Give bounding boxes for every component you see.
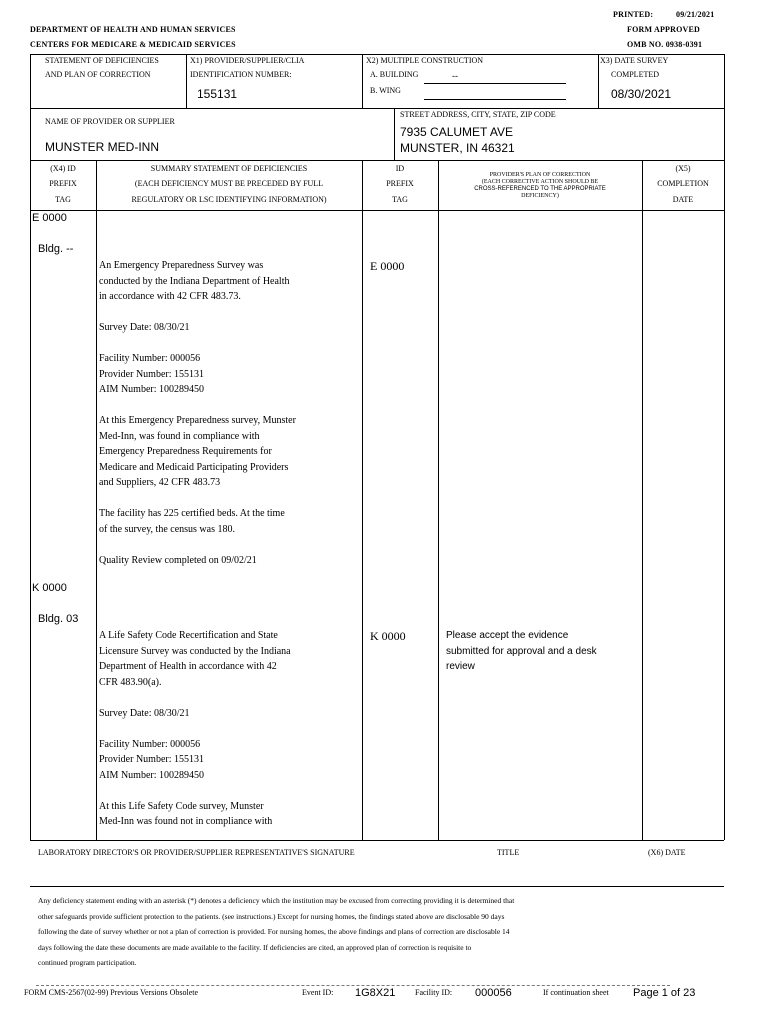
x4-header-3: TAG <box>55 195 71 204</box>
finding-2-para-2: Survey Date: 08/30/21 <box>99 707 190 719</box>
x6-date-label: (X6) DATE <box>648 848 686 857</box>
director-signature-label: LABORATORY DIRECTOR'S OR PROVIDER/SUPPLIER REPRESENTATIVE'S SIGNATURE <box>38 848 355 857</box>
title-label: TITLE <box>497 848 520 857</box>
x1-label-2: IDENTIFICATION NUMBER: <box>190 70 292 79</box>
provider-name-label: NAME OF PROVIDER OR SUPPLIER <box>45 117 175 126</box>
x1-label-1: X1) PROVIDER/SUPPLIER/CLIA <box>190 56 305 65</box>
wing-label: B. WING <box>370 86 401 95</box>
x3-label-2: COMPLETED <box>611 70 659 79</box>
building-value: -- <box>452 71 458 81</box>
finding-1-text <box>99 258 357 584</box>
statement-label-2: AND PLAN OF CORRECTION <box>45 70 151 79</box>
plan-header-4: DEFICIENCY) <box>521 193 559 199</box>
finding-1-para-4: At this Emergency Preparedness survey, Munster Med-Inn, was found in compliance with Emergency Preparedness Requirements for Medicare and Medicaid Participating Providers and Suppliers, 42 CFR 483.73 <box>99 415 296 488</box>
footnote: Any deficiency statement ending with an asterisk (*) denotes a deficiency which the institution may be excused from correcting providing it is determined that other safeguards provide sufficient protection to the patients. (see instructions.) Except for nursing homes, the findings stated above are disclosable 90 days following the date of survey whether or not a plan of correction is provided. For nursing homes, the above findings and plans of correction are disclosable 14 days following the date these documents are made available to the facility. If deficiencies are cited, an approved plan of correction is requisite to continued program participation. <box>38 896 515 967</box>
x4-header-2: PREFIX <box>49 179 77 188</box>
id-header-3: TAG <box>392 195 408 204</box>
finding-2-para-1: A Life Safety Code Recertification and State Licensure Survey was conducted by the Indiana Department of Health in accordance with 42 CFR 483.90(a). <box>99 630 291 688</box>
survey-completed-date: 08/30/2021 <box>611 87 672 101</box>
event-id-label: Event ID: <box>302 988 334 997</box>
finding-1-prefix-tag: E 0000 <box>32 212 67 224</box>
address-label: STREET ADDRESS, CITY, STATE, ZIP CODE <box>400 110 556 119</box>
finding-1-bldg: Bldg. -- <box>38 243 74 255</box>
summary-header-3: REGULATORY OR LSC IDENTIFYING INFORMATION) <box>131 195 327 204</box>
id-header-2: PREFIX <box>386 179 414 188</box>
building-label: A. BUILDING <box>370 70 419 79</box>
finding-2-text <box>99 628 357 845</box>
form-approved: FORM APPROVED <box>627 25 701 34</box>
facility-id-value: 000056 <box>475 987 512 999</box>
x5-header-2: COMPLETION <box>657 179 709 188</box>
omb-number: OMB NO. 0938-0391 <box>627 40 703 49</box>
finding-1-para-2: Survey Date: 08/30/21 <box>99 322 190 333</box>
form-number: FORM CMS-2567(02-99) Previous Versions Obsolete <box>24 988 199 997</box>
x2-label: X2) MULTIPLE CONSTRUCTION <box>366 56 484 65</box>
plan-header-3: CROSS-REFERENCED TO THE APPROPRIATE <box>474 186 606 192</box>
provider-id-number: 155131 <box>197 87 238 101</box>
dept-name: DEPARTMENT OF HEALTH AND HUMAN SERVICES <box>30 25 236 34</box>
statement-label-1: STATEMENT OF DEFICIENCIES <box>45 56 159 65</box>
finding-2-para-3: Facility Number: 000056 Provider Number: 155131 AIM Number: 100289450 <box>99 738 204 781</box>
event-id-value: 1G8X21 <box>355 987 396 999</box>
centers-name: CENTERS FOR MEDICARE & MEDICAID SERVICES <box>30 40 236 49</box>
address-line-1: 7935 CALUMET AVE <box>400 125 513 139</box>
printed-label: PRINTED: <box>613 10 654 19</box>
plan-header-1: PROVIDER'S PLAN OF CORRECTION <box>489 172 591 178</box>
finding-2-bldg: Bldg. 03 <box>38 613 79 625</box>
finding-1-cross-tag: E 0000 <box>370 259 405 273</box>
summary-header-1: SUMMARY STATEMENT OF DEFICIENCIES <box>150 164 308 173</box>
continuation-label: If continuation sheet <box>543 988 609 997</box>
finding-1-para-3: Facility Number: 000056 Provider Number: 155131 AIM Number: 100289450 <box>99 353 204 395</box>
finding-2-plan-text: Please accept the evidence submitted for approval and a desk review <box>446 630 597 672</box>
printed-date: 09/21/2021 <box>676 10 715 19</box>
facility-id-label: Facility ID: <box>415 988 453 997</box>
finding-1-para-5: The facility has 225 certified beds. At the time of the survey, the census was 180. <box>99 508 285 535</box>
page-number: Page 1 of 23 <box>633 987 696 999</box>
x4-header-1: (X4) ID <box>50 164 76 173</box>
x5-header-1: (X5) <box>675 164 691 173</box>
finding-2-prefix-tag: K 0000 <box>32 582 67 594</box>
plan-header-2: (EACH CORRECTIVE ACTION SHOULD BE <box>481 179 599 185</box>
plan-header <box>438 172 642 200</box>
finding-1-para-1: An Emergency Preparedness Survey was conducted by the Indiana Department of Health in accordance with 42 CFR 483.73. <box>99 260 290 302</box>
x3-label-1: X3) DATE SURVEY <box>600 56 669 65</box>
id-header-1: ID <box>395 164 405 173</box>
summary-header-2: (EACH DEFICIENCY MUST BE PRECEDED BY FULL <box>134 179 324 188</box>
finding-2-cross-tag: K 0000 <box>370 629 406 643</box>
finding-1-para-6: Quality Review completed on 09/02/21 <box>99 554 257 566</box>
address-line-2: MUNSTER, IN 46321 <box>400 141 515 155</box>
x5-header-3: DATE <box>672 195 694 204</box>
provider-name: MUNSTER MED-INN <box>45 140 159 154</box>
finding-2-para-4: At this Life Safety Code survey, Munster Med-Inn was found not in compliance with <box>99 800 273 827</box>
